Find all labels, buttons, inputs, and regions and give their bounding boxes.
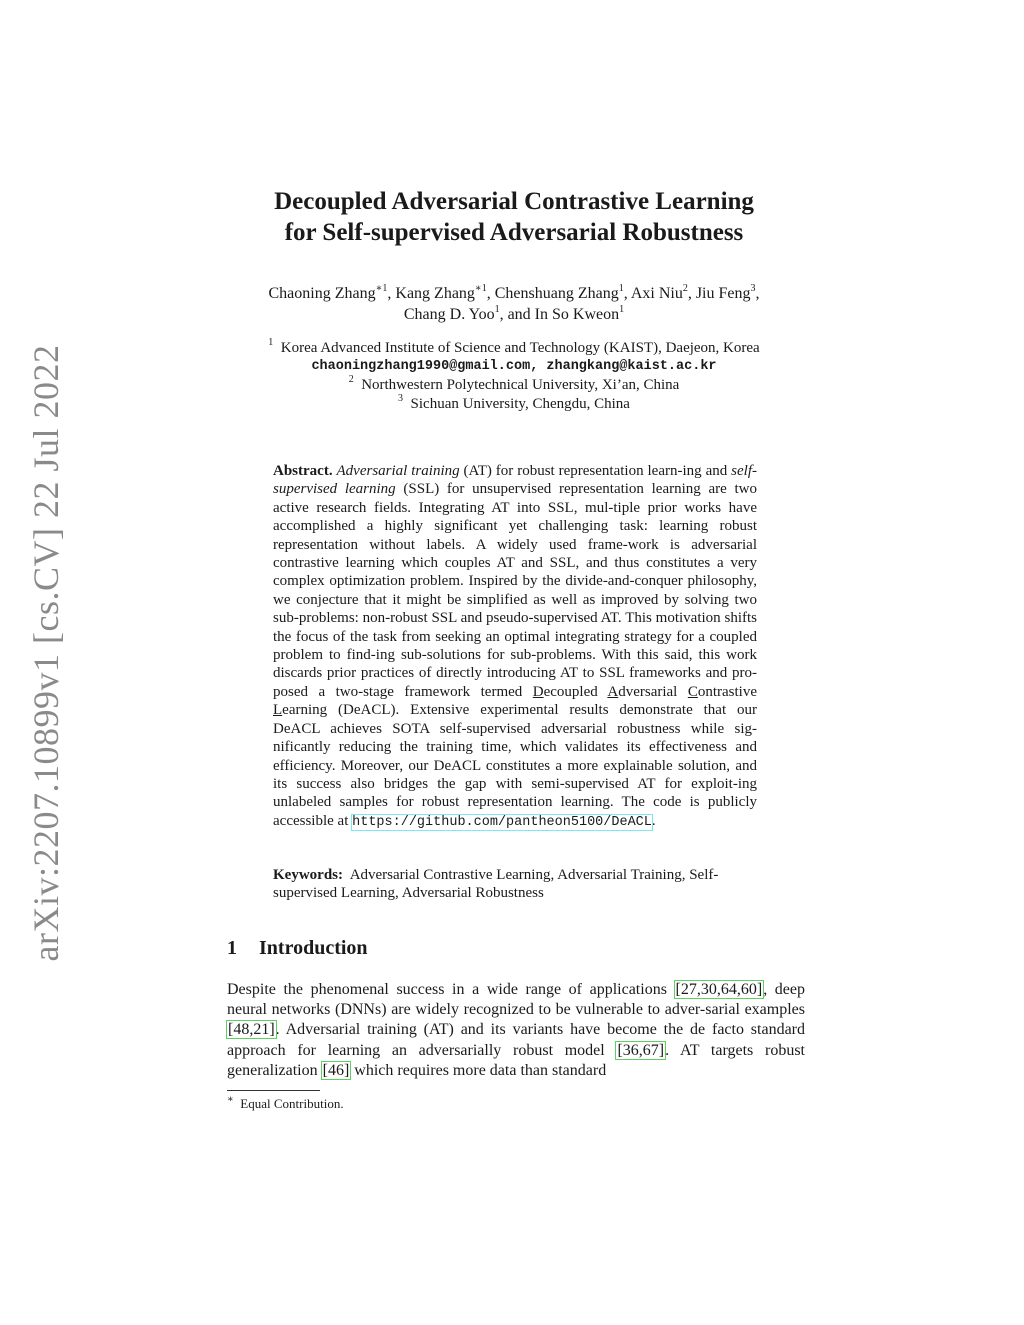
author-name: In So Kweon — [534, 306, 620, 323]
section-heading — [227, 937, 368, 960]
abstract-text: (SSL) for unsupervised representation learning are two active research fields. Integrating AT into SSL, mul-tiple prior works have accomplished a highly significant yet challenging task: learning robust representation without labels. A widely used frame-work is adversarial contrastive learning which couples AT and SSL, and thus constitutes a very complex optimization problem. Inspired by the divide-and-conquer philosophy, we conjecture that it might be simplified as well as improved by solving two sub-problems: non-robust SSL and pseudo-supervised AT. This motivation shifts the focus of the task from seeking an optimal integrating strategy for a coupled problem to find-ing sub-solutions for sub-problems. With this said, this work discards prior practices of directly introducing AT to SSL frameworks and pro-posed a two-stage framework termed — [273, 481, 757, 700]
footnote-rule — [227, 1090, 320, 1091]
author-separator: , — [387, 285, 396, 302]
author-affil-mark: ∗1 — [474, 282, 487, 294]
abstract-text: dversarial — [618, 683, 688, 700]
affiliation-text: Korea Advanced Institute of Science and Technology (KAIST), Daejeon, Korea — [280, 340, 760, 356]
abstract-text: ecoupled — [543, 683, 608, 700]
abstract-emphasis: Adversarial training — [336, 463, 460, 479]
author-name: Chenshuang Zhang — [494, 285, 619, 302]
author-affil-mark: 2 — [682, 282, 688, 294]
author-affil-mark: ∗1 — [375, 282, 388, 294]
author-separator: , — [687, 285, 696, 302]
author-separator: , — [486, 285, 495, 302]
keywords-label: Keywords: — [273, 867, 343, 883]
citation-link[interactable]: [27,30,64,60] — [675, 981, 763, 998]
body-text: . AT targets robust generalization — [227, 1041, 805, 1079]
title-line-2: for Self-supervised Adversarial Robustness — [284, 219, 744, 246]
affiliation-3 — [212, 392, 816, 414]
paper-title — [212, 186, 816, 248]
author-affil-mark: 3 — [750, 282, 756, 294]
author-name: Axi Niu — [630, 285, 683, 302]
abstract — [273, 462, 757, 832]
author-separator: , — [623, 285, 631, 302]
acronym-letter: L — [273, 702, 283, 719]
affiliation-1 — [212, 339, 816, 358]
citation-link[interactable]: [48,21] — [228, 1021, 275, 1039]
citation-link[interactable]: [46] — [322, 1061, 350, 1079]
affiliation-text: Northwestern Polytechnical University, Xi’an, China — [361, 377, 680, 393]
affiliation-2 — [212, 376, 816, 395]
body-text: which requires more data than standard — [350, 1061, 607, 1079]
body-text: . Adversarial training (AT) and its variants have become the de facto standard approach for learning an adversarially robust model — [227, 1021, 805, 1059]
affiliation-mark: 3 — [398, 392, 404, 404]
author-line-2 — [212, 304, 816, 325]
abstract-text: (AT) for robust representation learn-ing and — [459, 463, 732, 479]
keywords — [273, 866, 757, 903]
author-name: Chaoning Zhang — [268, 285, 376, 302]
section-number: 1 — [227, 937, 237, 959]
introduction-paragraph — [227, 980, 805, 1081]
author-name: Chang D. Yoo — [403, 306, 495, 323]
author-name: Jiu Feng — [695, 285, 751, 302]
acronym-letter: D — [532, 683, 544, 700]
body-text: Despite the phenomenal success in a wide range of applications — [227, 981, 675, 998]
code-repository-link[interactable]: https://github.com/pantheon5100/DeACL — [352, 814, 652, 830]
author-separator: , and — [499, 306, 535, 323]
author-list — [212, 283, 816, 325]
affiliation-text: Sichuan University, Chengdu, China — [410, 395, 630, 412]
author-affil-mark: 1 — [494, 303, 500, 315]
footnote-mark: ∗ — [227, 1093, 234, 1105]
author-line-1 — [212, 283, 816, 304]
title-line-1: Decoupled Adversarial Contrastive Learning — [274, 188, 754, 215]
acronym-letter: C — [687, 683, 698, 700]
author-emails: chaoningzhang1990@gmail.com, zhangkang@kaist.ac.kr — [311, 358, 717, 374]
author-name: Kang Zhang — [395, 285, 475, 302]
footnote-text: Equal Contribution. — [240, 1096, 344, 1111]
keywords-text: Adversarial Contrastive Learning, Adversarial Training, Self-supervised Learning, Adversarial Robustness — [273, 867, 719, 902]
citation-link[interactable]: [36,67] — [617, 1041, 665, 1059]
author-affil-mark: 1 — [618, 282, 624, 294]
section-title: Introduction — [259, 937, 368, 959]
footnote — [227, 1093, 344, 1112]
abstract-label: Abstract. — [273, 463, 333, 479]
author-affil-mark: 1 — [619, 303, 625, 315]
abstract-text: . — [651, 812, 656, 829]
affiliation-mark: 2 — [348, 374, 354, 385]
affiliation-mark: 1 — [268, 337, 274, 348]
arxiv-identifier: arXiv:2207.10899v1 [cs.CV] 22 Jul 2022 — [26, 344, 66, 961]
abstract-text: earning (DeACL). Extensive experimental results demonstrate that our DeACL achieves SOTA self-supervised adversarial robustness while sig-nificantly reducing the training time, which validates its effectiveness and efficiency. Moreover, our DeACL constitutes a more explainable solution, and its success also bridges the gap with semi-supervised AT for exploit-ing unlabeled samples for robust representation learning. The code is publicly accessible at — [273, 702, 757, 829]
affiliations — [212, 339, 816, 413]
acronym-letter: A — [607, 683, 619, 700]
abstract-text: ontrastive — [697, 683, 757, 700]
abstract-emphasis: self-supervised learning — [273, 463, 757, 498]
body-text: , deep neural networks (DNNs) are widely recognized to be vulnerable to adver-sarial examples — [227, 981, 806, 1019]
arxiv-side-stamp — [25, 344, 67, 961]
author-separator: , — [755, 285, 760, 302]
